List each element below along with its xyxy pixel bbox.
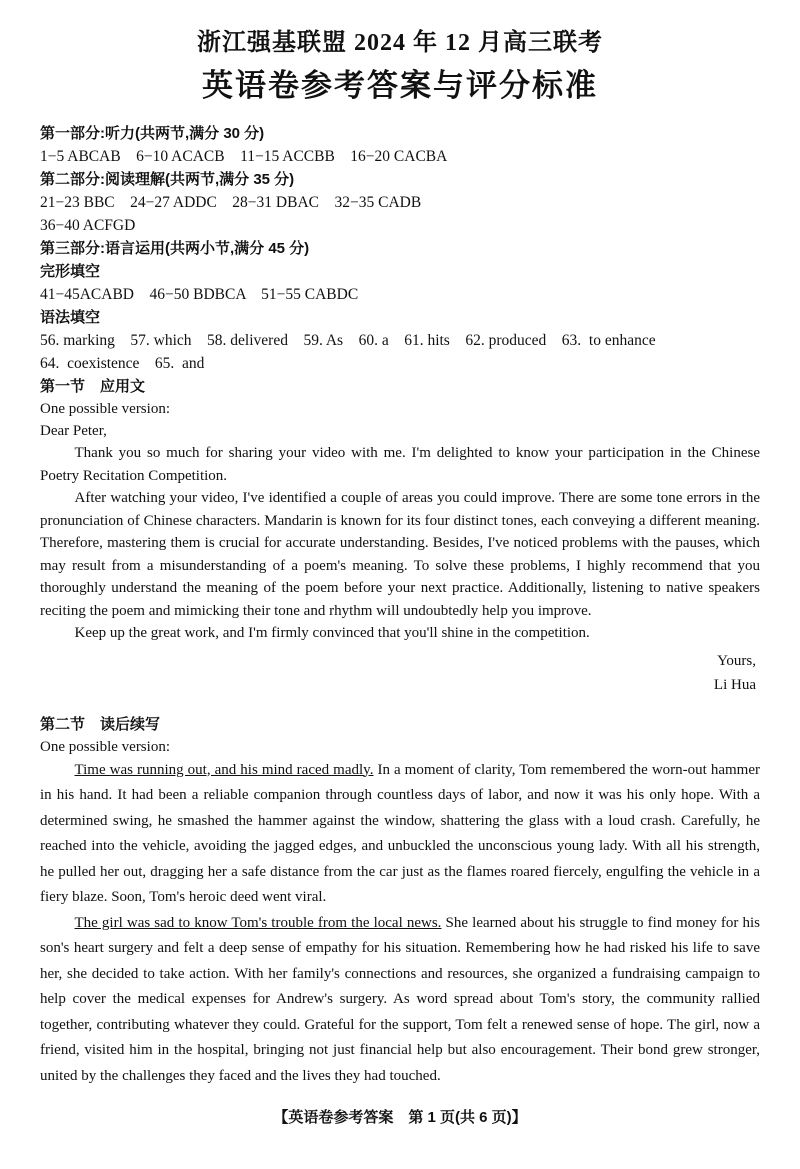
letter-paragraph-3: Keep up the great work, and I'm firmly convinced that you'll shine in the competition. [74, 625, 590, 641]
letter-signature: Li Hua [713, 676, 756, 693]
part1-listening-heading: 第一部分:听力(共两节,满分 30 分) [40, 125, 265, 142]
grammar-fill-heading: 语法填空 [40, 309, 101, 326]
section2-intro: One possible version: [40, 738, 170, 755]
document-header [40, 26, 760, 108]
letter-paragraph-2: After watching your video, I've identified a couple of areas you could improve. There are some tone errors in the pronunciation of Chinese characters. Mandarin is known for its four distinct tones, each conveying a different meaning. Therefore, mastering them is crucial for accurate understanding. Besides, I've noticed problems with the pauses, which may result from a misunderstanding of a poem's meaning. To solve these problems, I highly recommend that you thoroughly understand the meaning of the poem before your next practice. Additionally, listening to native speakers reciting the poem and mimicking their tone and rhythm will undoubtedly help you improve. [40, 490, 760, 619]
answer-key-section [40, 122, 760, 375]
cloze-heading: 完形填空 [40, 263, 101, 280]
continuation-paragraph-1 [40, 758, 760, 911]
section1-intro: One possible version: [40, 401, 170, 417]
writing-section-2 [40, 713, 760, 1090]
letter-closing-block [40, 649, 760, 697]
part2-reading-heading: 第二部分:阅读理解(共两节,满分 35 分) [40, 171, 295, 188]
part2-reading-answers-line2: 36−40 ACFGD [40, 217, 136, 234]
writing-section-1 [40, 375, 760, 697]
paragraph2-opening-sentence: The girl was sad to know Tom's trouble from the local news. [74, 914, 442, 931]
section1-heading: 第一节 应用文 [40, 378, 146, 395]
paragraph1-opening-sentence: Time was running out, and his mind raced madly. [74, 761, 374, 778]
paragraph2-body: She learned about his struggle to find money for his son's heart surgery and felt a deep sense of empathy for his situation. Remembering how he had risked his life to save her, she decided to take action. With her family's connections and resources, she organized a fundraising campaign to help cover the medical expenses for Andrew's surgery. As word spread about Tom's story, the community rallied together, contributing whatever they could. Grateful for the support, Tom felt a renewed sense of hope. The girl, now a friend, visited him in the hospital, bringing not just financial help but also encouragement. Their bond grew stronger, united by the challenges they faced and the lives they had touched. [40, 914, 760, 1084]
grammar-fill-answers-line1: 56. marking 57. which 58. delivered 59. As 60. a 61. hits 62. produced 63. to enhance [40, 332, 656, 349]
section2-heading: 第二节 读后续写 [40, 715, 161, 733]
exam-title: 浙江强基联盟 2024 年 12 月高三联考 [197, 30, 603, 56]
continuation-paragraph-2 [40, 911, 760, 1090]
document-title: 英语卷参考答案与评分标准 [202, 68, 598, 103]
document-body [40, 122, 760, 1089]
page-footer: 【英语卷参考答案 第 1 页(共 6 页)】 [273, 1109, 527, 1126]
cloze-answers: 41−45ACABD 46−50 BDBCA 51−55 CABDC [40, 286, 359, 303]
part3-language-use-heading: 第三部分:语言运用(共两小节,满分 45 分) [40, 240, 310, 257]
letter-closing: Yours, [717, 652, 756, 669]
paragraph1-body: In a moment of clarity, Tom remembered the worn-out hammer in his hand. It had been a reliable companion through countless days of labor, and now it was his only hope. With a determined swing, he smashed the hammer against the window, shattering the glass with a loud crash. Carefully, he reached into the vehicle, avoiding the jagged edges, and unbuckled the unconscious young lady. With all his strength, he pulled her out, dragging her a safe distance from the car just as the flames roared fiercely, engulfing the vehicle in a fiery blaze. Soon, Tom's heroic deed went viral. [40, 761, 760, 905]
grammar-fill-answers-line2: 64. coexistence 65. and [40, 355, 205, 372]
part2-reading-answers-line1: 21−23 BBC 24−27 ADDC 28−31 DBAC 32−35 CADB [40, 194, 422, 211]
letter-salutation: Dear Peter, [40, 423, 107, 439]
part1-listening-answers: 1−5 ABCAB 6−10 ACACB 11−15 ACCBB 16−20 CACBA [40, 148, 448, 165]
letter-paragraph-1: Thank you so much for sharing your video with me. I'm delighted to know your participation in the Chinese Poetry Recitation Competition. [40, 445, 760, 484]
